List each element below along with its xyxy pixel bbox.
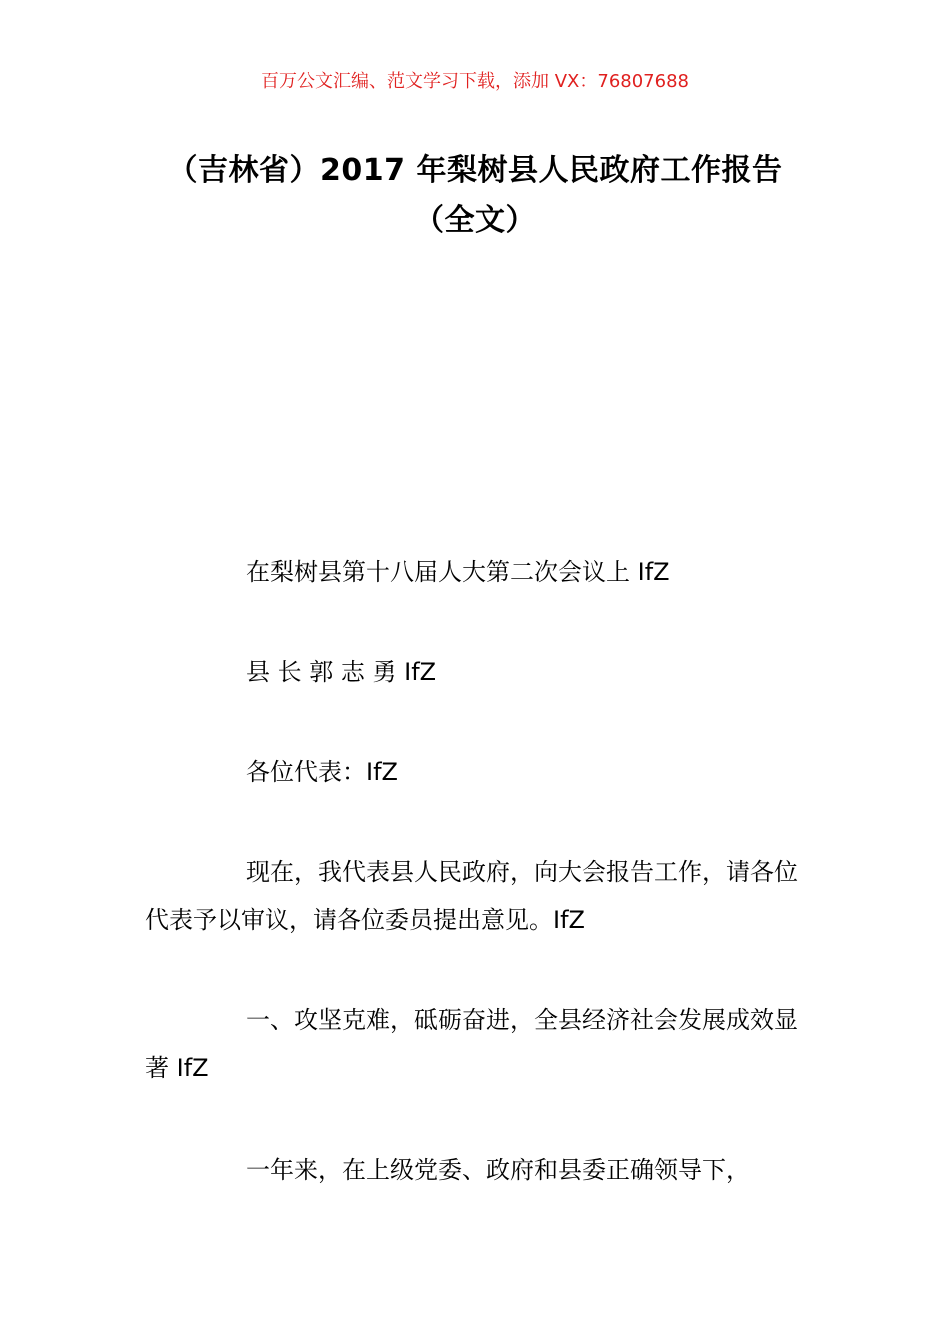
speaker-line: 县 长 郭 志 勇 IfZ [246, 658, 437, 686]
meeting-line: 在梨树县第十八届人大第二次会议上 IfZ [246, 558, 670, 586]
paragraph-intro: 现在，我代表县人民政府，向大会报告工作，请各位代表予以审议，请各位委员提出意见。IfZ [145, 858, 798, 934]
header-watermark: 百万公文汇编、范文学习下载，添加 VX：76807688 [261, 71, 689, 92]
salutation: 各位代表：IfZ [246, 758, 398, 786]
section-heading-1: 一、攻坚克难，砥砺奋进，全县经济社会发展成效显著 IfZ [145, 1006, 798, 1082]
document-title: （吉林省）2017 年梨树县人民政府工作报告（全文） [167, 153, 783, 238]
paragraph-body: 一年来，在上级党委、政府和县委正确领导下， [246, 1156, 750, 1184]
